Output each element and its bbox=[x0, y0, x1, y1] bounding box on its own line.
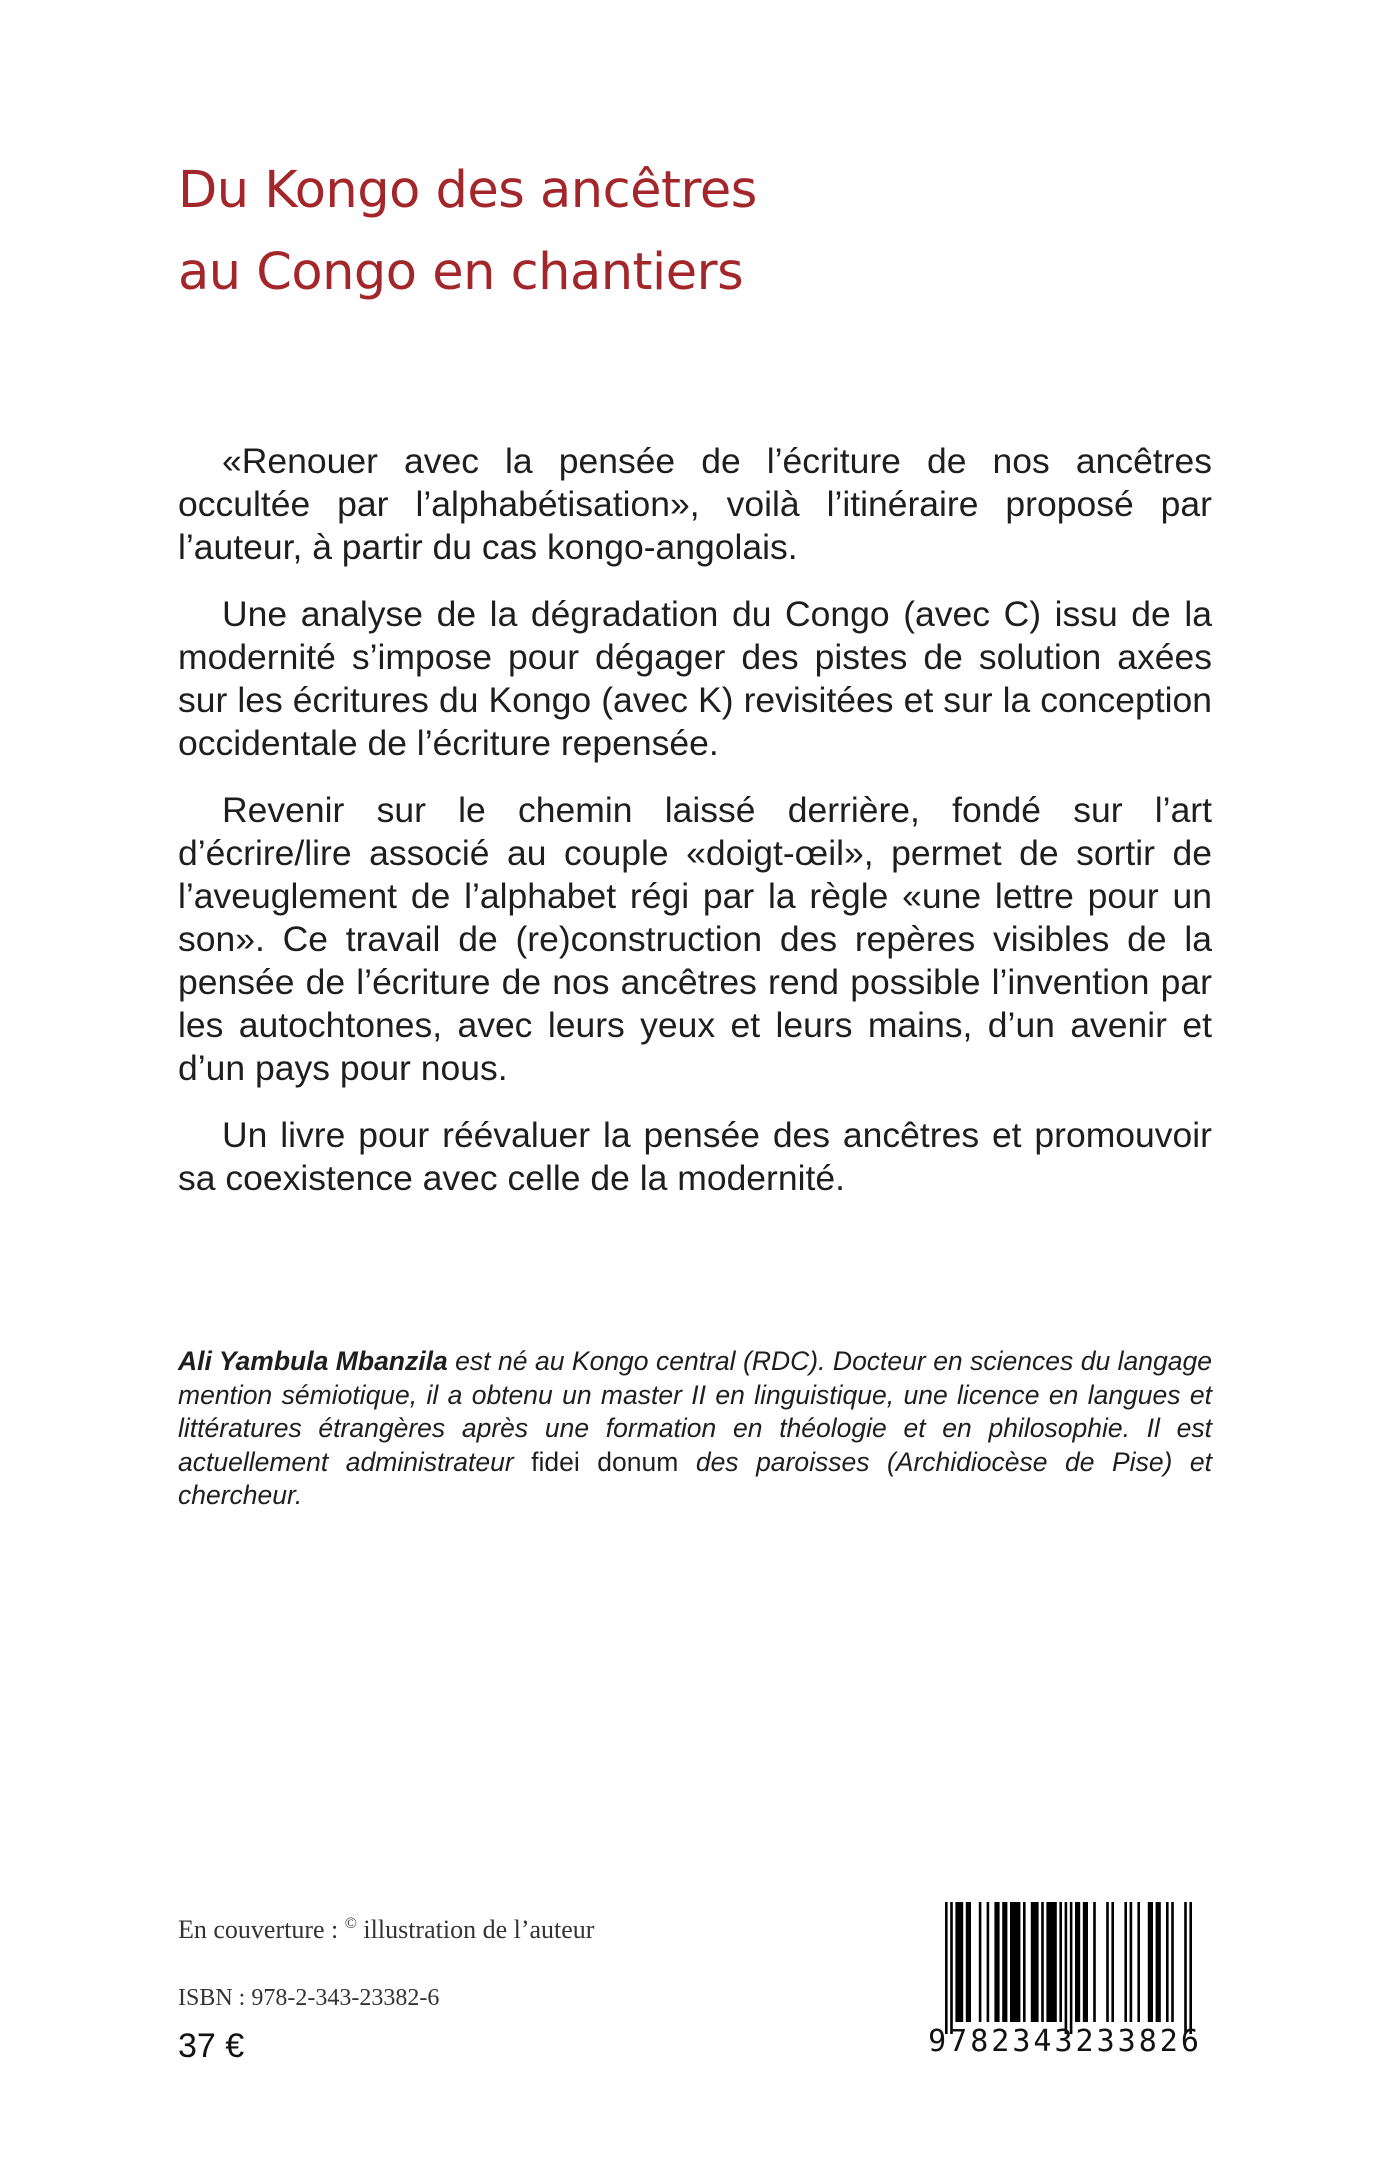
barcode-bar-16 bbox=[1075, 1902, 1080, 2022]
barcode-bar-7 bbox=[1002, 1902, 1007, 2022]
book-blurb bbox=[178, 440, 1212, 1224]
barcode-bar-17 bbox=[1083, 1902, 1088, 2022]
barcode-bar-15 bbox=[1070, 1902, 1073, 2034]
barcode-bar-20 bbox=[1111, 1902, 1114, 2022]
barcode-bar-4 bbox=[979, 1902, 982, 2022]
cover-credit-label: En couverture : bbox=[178, 1915, 345, 1944]
barcode-bar-3 bbox=[966, 1902, 971, 2022]
barcode-bar-12 bbox=[1046, 1902, 1056, 2022]
cover-credit bbox=[178, 1915, 594, 1945]
barcode-bar-19 bbox=[1106, 1902, 1109, 2022]
barcode-bar-28 bbox=[1184, 1902, 1187, 2034]
barcode-bar-26 bbox=[1166, 1902, 1169, 2022]
barcode-bar-2 bbox=[955, 1902, 963, 2022]
blurb-paragraph-2: Une analyse de la dégradation du Congo (avec C) issu de la modernité s’impose pour dégager des pistes de solution axées sur les écritures du Kongo (avec K) revisitées et sur la conception occidentale de l’écriture repensée. bbox=[178, 594, 1212, 763]
book-title-line-2: au Congo en chantiers bbox=[178, 243, 744, 302]
book-title-line-1: Du Kongo des ancêtres bbox=[178, 161, 757, 220]
barcode-bar-9 bbox=[1023, 1902, 1026, 2022]
barcode-bar-6 bbox=[994, 1902, 999, 2022]
copyright-symbol: © bbox=[344, 1915, 357, 1932]
barcode-bar-23 bbox=[1137, 1902, 1140, 2022]
author-name: Ali Yambula Mbanzila bbox=[178, 1346, 448, 1376]
barcode-bar-0 bbox=[945, 1902, 948, 2034]
isbn: ISBN : 978-2-343-23382-6 bbox=[178, 1985, 440, 2011]
barcode-bar-25 bbox=[1156, 1902, 1161, 2022]
author-bio-text-1: est né au Kongo central (RDC). Docteur en sciences du langage mention sémiotique, il a obtenu un master II en linguistique, une licence en langues et littératures étrangères après une formation en théologie et en philosophie. Il est actuellement administrateur bbox=[178, 1346, 1212, 1477]
barcode-bar-14 bbox=[1065, 1902, 1068, 2034]
barcode-bar-8 bbox=[1010, 1902, 1020, 2022]
barcode bbox=[925, 1900, 1205, 2062]
blurb-paragraph-1: «Renouer avec la pensée de l’écriture de nos ancêtres occultée par l’alphabétisation», voilà l’itinéraire proposé par l’auteur, à partir du cas kongo-angolais. bbox=[178, 441, 1212, 567]
author-bio-latin: fidei donum bbox=[531, 1446, 679, 1477]
barcode-bar-22 bbox=[1130, 1902, 1133, 2022]
blurb-paragraph-3: Revenir sur le chemin laissé derrière, fondé sur l’art d’écrire/lire associé au couple «doigt-œil», permet de sortir de l’aveuglement de l’alphabet régi par la règle «une lettre pour un son». Ce travail de (re)construction des repères visibles de la pensée de l’écriture de nos ancêtres rend possible l’invention par les autochtones, avec leurs yeux et leurs mains, d’un avenir et d’un pays pour nous. bbox=[178, 790, 1212, 1088]
barcode-bar-27 bbox=[1171, 1902, 1174, 2022]
barcode-bar-18 bbox=[1093, 1902, 1096, 2022]
barcode-bar-21 bbox=[1124, 1902, 1127, 2022]
blurb-paragraph-4: Un livre pour réévaluer la pensée des ancêtres et promouvoir sa coexistence avec celle de la modernité. bbox=[178, 1115, 1212, 1198]
barcode-bar-5 bbox=[987, 1902, 990, 2022]
barcode-bar-1 bbox=[950, 1902, 953, 2034]
barcode-bar-13 bbox=[1059, 1902, 1062, 2022]
cover-credit-text: illustration de l’auteur bbox=[356, 1915, 595, 1944]
price: 37 € bbox=[178, 2027, 245, 2065]
barcode-digits: 9782343233826 bbox=[928, 2024, 1202, 2059]
barcode-bar-10 bbox=[1031, 1902, 1039, 2022]
barcode-bar-11 bbox=[1041, 1902, 1044, 2022]
book-title bbox=[178, 150, 1178, 314]
barcode-bar-29 bbox=[1189, 1902, 1192, 2034]
author-bio bbox=[178, 1345, 1212, 1513]
author-bio-text-2: des paroisses (Archidiocèse de Pise) et chercheur. bbox=[178, 1446, 1212, 1510]
barcode-bar-24 bbox=[1148, 1902, 1153, 2022]
